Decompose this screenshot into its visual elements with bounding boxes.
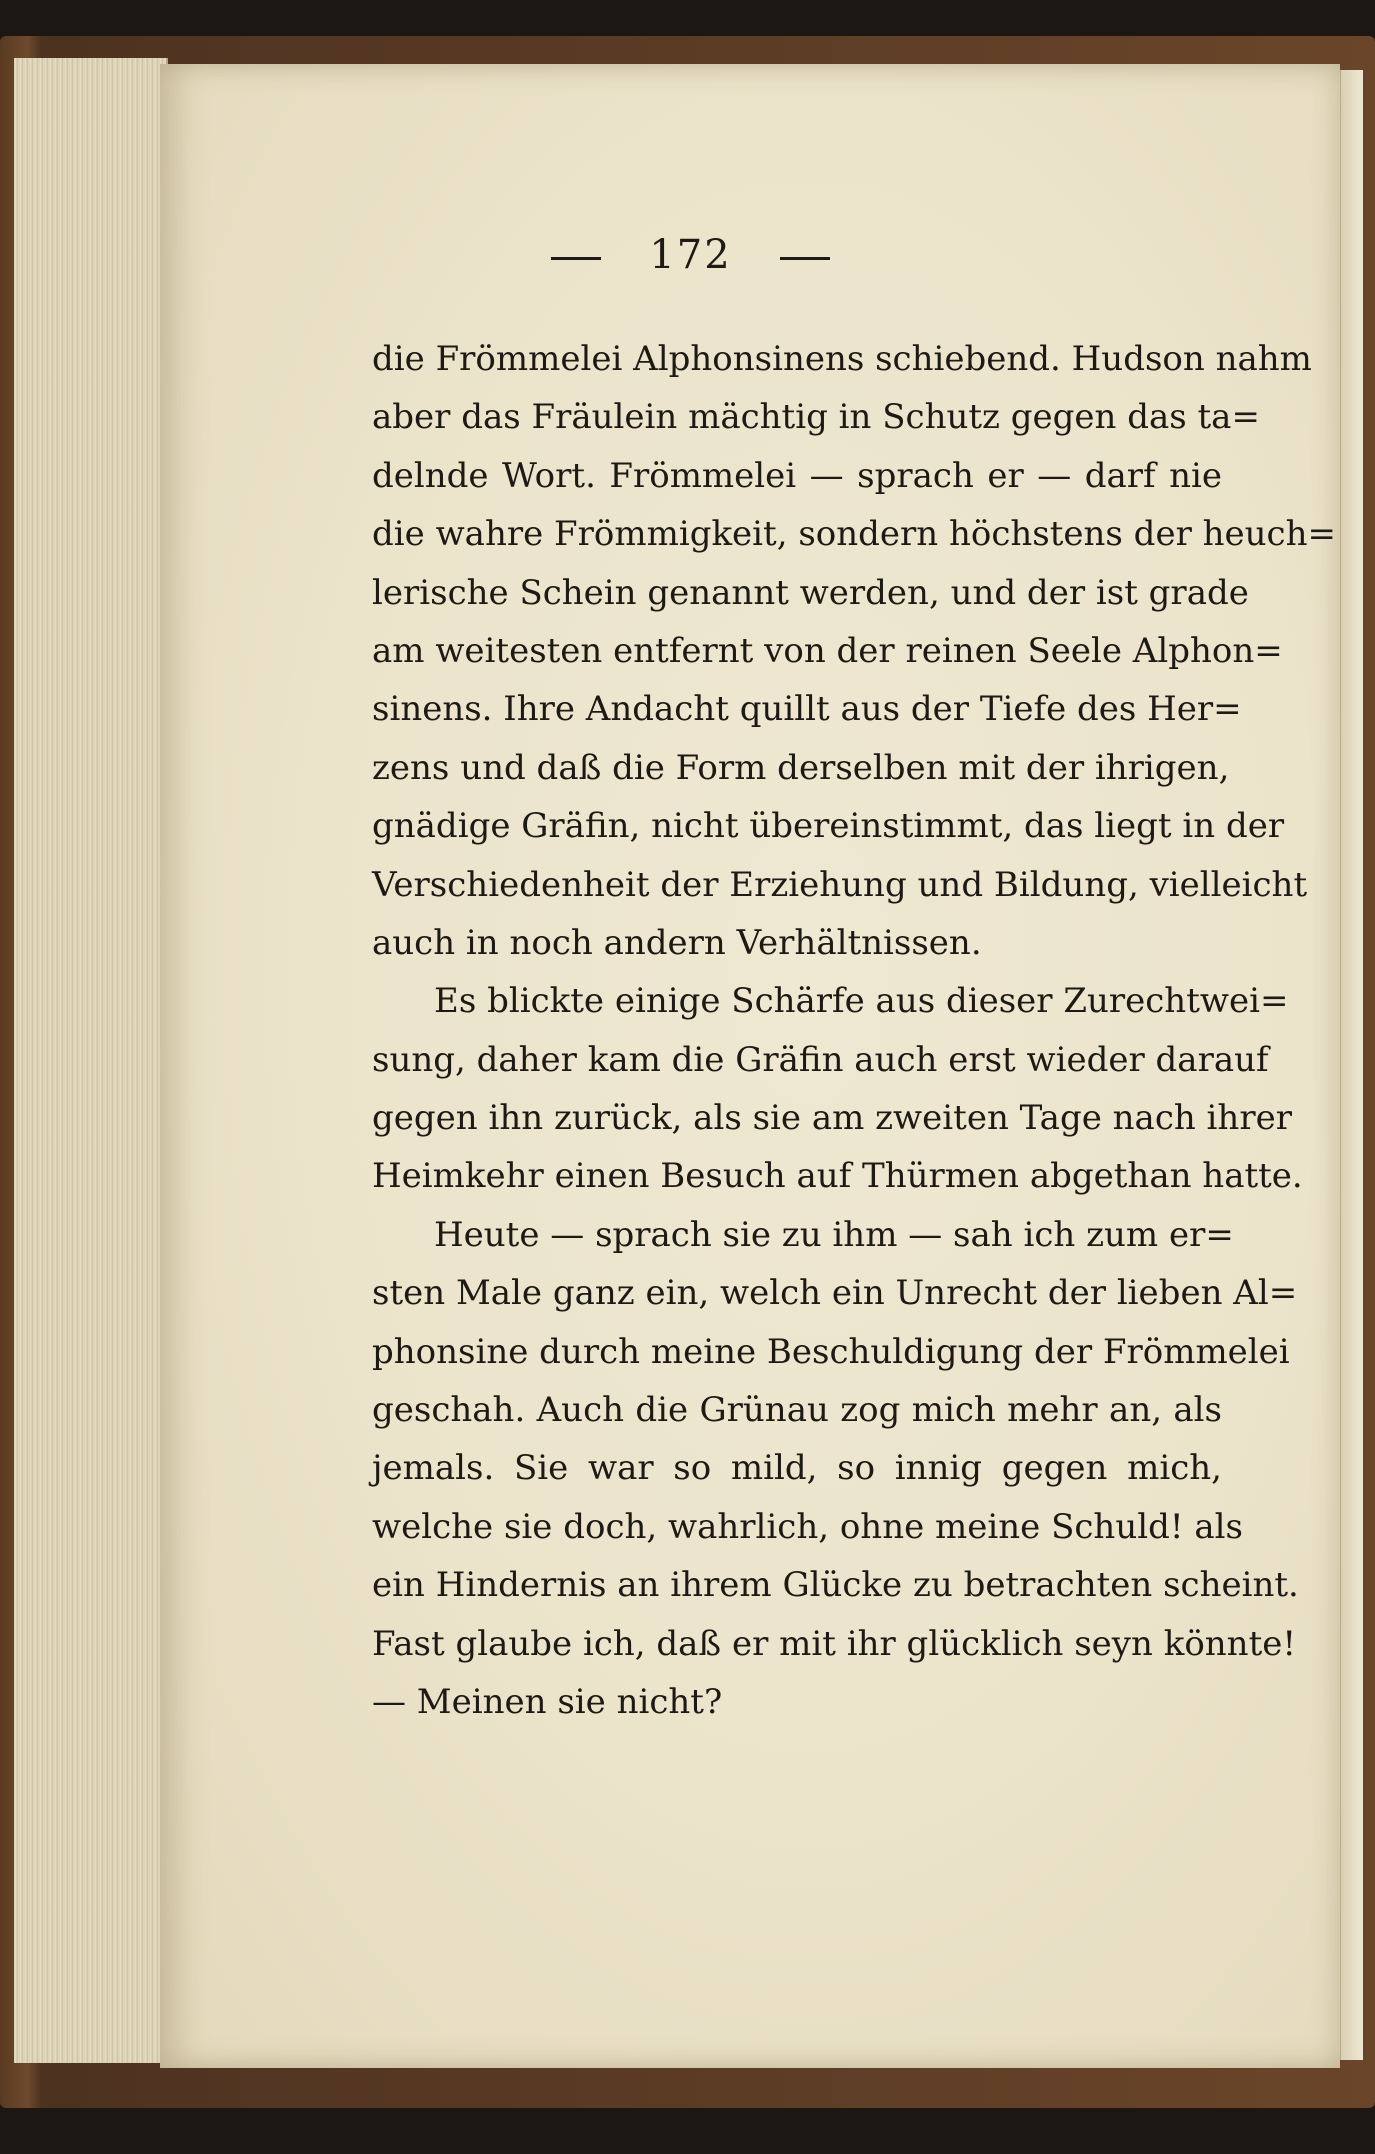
text-line: geschah. Auch die Grünau zog mich mehr an, als [372,1390,1222,1431]
text-line: Es blickte einige Schärfe aus dieser Zurechtwei= [434,981,1289,1022]
text-line: Heute — sprach sie zu ihm — sah ich zum er= [434,1214,1234,1255]
text-line: zens und daß die Form derselben mit der ihrigen, [372,747,1230,788]
text-line: Fast glaube ich, daß er mit ihr glücklich seyn könnte! [372,1623,1297,1664]
text-line: am weitesten entfernt von der reinen Seele Alphon= [372,630,1283,671]
facing-page-edge [1340,70,1363,2060]
text-line: delnde Wort. Frömmelei — sprach er — darf nie [372,455,1222,496]
page-number: 172 [649,232,732,278]
text-line: phonsine durch meine Beschuldigung der Frömmelei [372,1331,1290,1372]
text-line: gegen ihn zurück, als sie am zweiten Tage nach ihrer [372,1098,1292,1139]
text-line: auch in noch andern Verhältnissen. [372,922,982,963]
page-header [0,232,1375,278]
header-dash-left [551,257,601,260]
body-text [372,330,1336,1731]
text-line: Verschiedenheit der Erziehung und Bildung, vielleicht [372,864,1308,905]
text-line: Heimkehr einen Besuch auf Thürmen abgethan hatte. [372,1156,1303,1197]
text-line: gnädige Gräfin, nicht übereinstimmt, das liegt in der [372,806,1285,847]
text-line: die Frömmelei Alphonsinens schiebend. Hudson nahm [372,339,1312,379]
text-line: jemals. Sie war so mild, so innig gegen mich, [372,1448,1222,1489]
header-dash-right [780,257,830,260]
text-line: aber das Fräulein mächtig in Schutz gegen das ta= [372,397,1260,438]
text-line: sung, daher kam die Gräfin auch erst wieder darauf [372,1039,1269,1080]
text-line: welche sie doch, wahrlich, ohne meine Schuld! als [372,1506,1243,1547]
page-stack-edge [14,58,168,2063]
text-line: sinens. Ihre Andacht quillt aus der Tiefe des Her= [372,689,1242,730]
text-line: lerische Schein genannt werden, und der ist grade [372,572,1249,613]
text-line: sten Male ganz ein, welch ein Unrecht der lieben Al= [372,1273,1298,1314]
text-line: die wahre Frömmigkeit, sondern höchstens der heuch= [372,514,1336,555]
text-line: ein Hindernis an ihrem Glücke zu betrachten scheint. [372,1565,1299,1606]
text-line: — Meinen sie nicht? [372,1681,723,1722]
